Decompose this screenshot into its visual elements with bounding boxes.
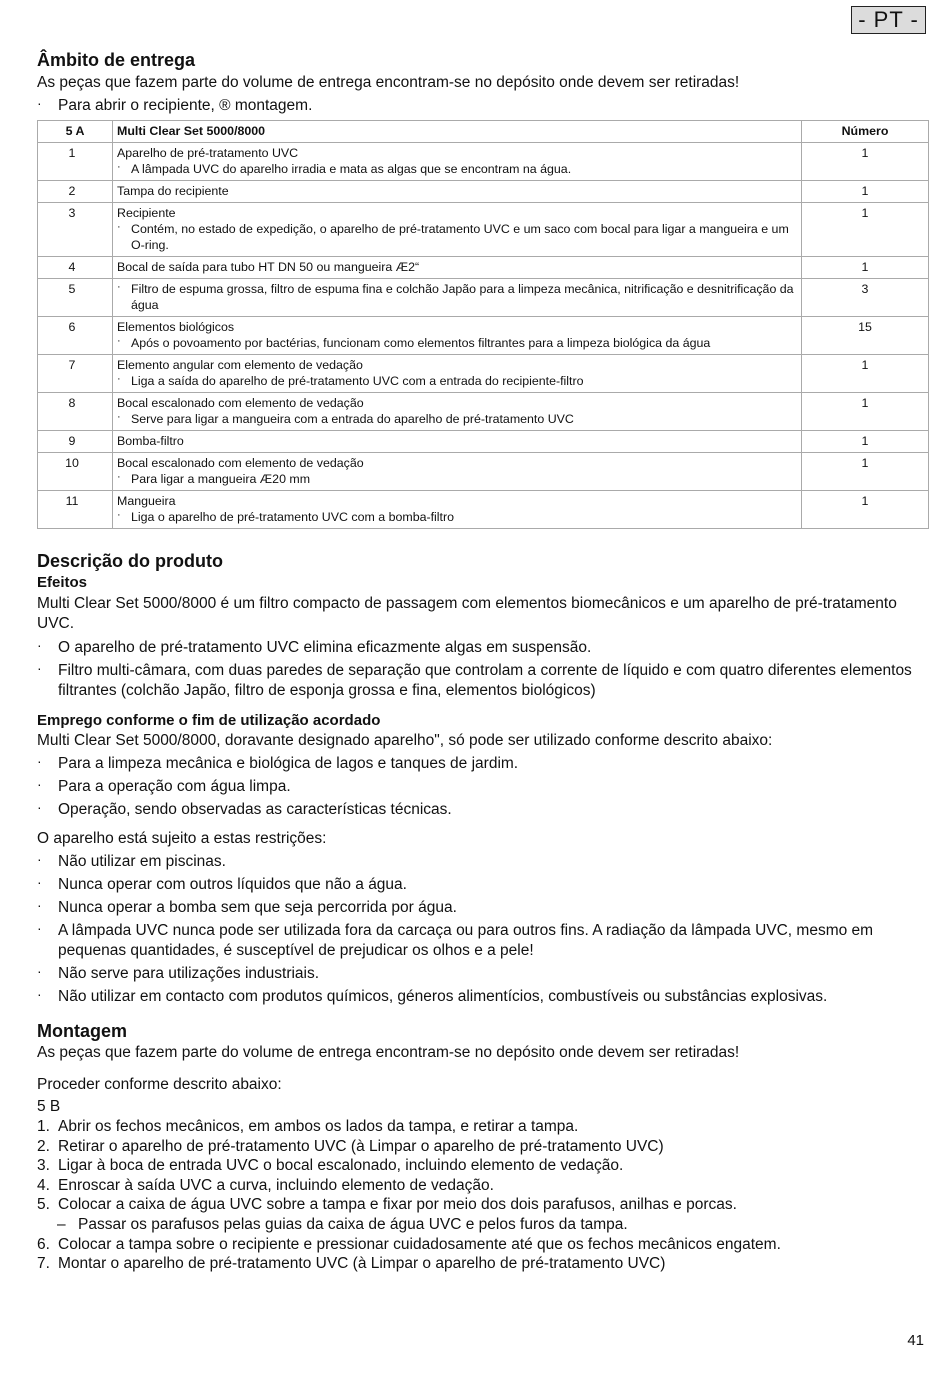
- step-item: [37, 1156, 929, 1176]
- item-note: [117, 221, 797, 253]
- item-description: [113, 257, 802, 279]
- item-number: 10: [38, 453, 113, 491]
- list-item: [37, 754, 929, 774]
- restricoes-bullet-list: [37, 852, 929, 1007]
- item-description: [113, 491, 802, 529]
- bullet-icon: ·: [37, 874, 42, 890]
- item-name: Aparelho de pré-tratamento UVC: [117, 146, 299, 160]
- montagem-intro: As peças que fazem parte do volume de entrega encontram-se no depósito onde devem ser retiradas!: [37, 1044, 740, 1061]
- item-quantity: 1: [802, 203, 929, 257]
- step-text: Colocar a tampa sobre o recipiente e pressionar cuidadosamente até que os fechos mecânicos engatem.: [58, 1235, 781, 1253]
- list-item-text: Filtro multi-câmara, com duas paredes de separação que controlam a corrente de líquido e com quatro diferentes elementos filtrantes (colchão Japão, filtro de esponja grossa e fina, elementos biológicos): [58, 662, 912, 699]
- table-row: [38, 491, 929, 529]
- step-number: –: [57, 1215, 66, 1233]
- list-item-text: Para a operação com água limpa.: [58, 778, 291, 795]
- list-item: [37, 964, 929, 984]
- emprego-text: Multi Clear Set 5000/8000, doravante designado aparelho", só pode ser utilizado conforme descrito abaixo:: [37, 732, 773, 749]
- table-row: [38, 257, 929, 279]
- step-number: 4.: [37, 1176, 50, 1194]
- list-item-text: Não serve para utilizações industriais.: [58, 965, 320, 982]
- list-item: [37, 987, 929, 1007]
- page-number: 41: [907, 1332, 924, 1349]
- list-item-text: A lâmpada UVC nunca pode ser utilizada fora da carcaça ou para outros fins. A radiação da lâmpada UVC, mesmo em pequenas quantidades, é susceptível de prejudicar os olhos e a pele!: [58, 922, 874, 959]
- bullet-icon: ·: [117, 161, 121, 173]
- item-description: [113, 143, 802, 181]
- list-item: [37, 852, 929, 872]
- efeitos-text: Multi Clear Set 5000/8000 é um filtro compacto de passagem com elementos biomecânicos e um aparelho de pré-tratamento UVC.: [37, 595, 897, 632]
- item-quantity: 1: [802, 355, 929, 393]
- item-note-text: Liga o aparelho de pré-tratamento UVC com a bomba-filtro: [131, 510, 455, 524]
- step-text: Retirar o aparelho de pré-tratamento UVC (à Limpar o aparelho de pré-tratamento UVC): [58, 1137, 664, 1155]
- item-name: Elementos biológicos: [117, 320, 235, 334]
- item-number: 11: [38, 491, 113, 529]
- item-number: 9: [38, 431, 113, 453]
- bullet-icon: ·: [117, 509, 121, 521]
- bullet-icon: ·: [37, 753, 42, 769]
- table-row: [38, 431, 929, 453]
- item-number: 7: [38, 355, 113, 393]
- bullet-icon: ·: [117, 335, 121, 347]
- bullet-icon: ·: [37, 799, 42, 815]
- montagem-proceed: Proceder conforme descrito abaixo:: [37, 1076, 282, 1093]
- efeitos-bullet-list: [37, 638, 929, 701]
- list-item: [37, 638, 929, 658]
- table-row: [38, 203, 929, 257]
- table-row: [38, 317, 929, 355]
- bullet-icon: ·: [117, 221, 121, 233]
- emprego-bullet-list: [37, 754, 929, 820]
- bullet-icon: ·: [37, 851, 42, 867]
- item-note-text: A lâmpada UVC do aparelho irradia e mata as algas que se encontram na água.: [131, 162, 572, 176]
- step-number: 6.: [37, 1235, 50, 1253]
- table-row: [38, 279, 929, 317]
- item-note: [117, 471, 797, 487]
- item-number: 5: [38, 279, 113, 317]
- list-item-text: Não utilizar em contacto com produtos químicos, géneros alimentícios, combustíveis ou substâncias explosivas.: [58, 988, 828, 1005]
- item-note-text: Liga a saída do aparelho de pré-tratamento UVC com a entrada do recipiente-filtro: [131, 374, 584, 388]
- step-text: Passar os parafusos pelas guias da caixa de água UVC e pelos furos da tampa.: [78, 1215, 628, 1233]
- step-item: [37, 1117, 929, 1137]
- item-note: [117, 509, 797, 525]
- bullet-icon: ·: [37, 986, 42, 1002]
- list-item-text: Nunca operar a bomba sem que seja percorrida por água.: [58, 899, 457, 916]
- step-text: Enroscar à saída UVC a curva, incluindo elemento de vedação.: [58, 1176, 494, 1194]
- item-note-text: Para ligar a mangueira Æ20 mm: [131, 472, 311, 486]
- list-item: [37, 875, 929, 895]
- item-description: [113, 203, 802, 257]
- item-name: Recipiente: [117, 206, 176, 220]
- list-item-text: Nunca operar com outros líquidos que não a água.: [58, 876, 407, 893]
- bullet-icon: ·: [37, 897, 42, 913]
- ambito-intro: As peças que fazem parte do volume de entrega encontram-se no depósito onde devem ser retiradas!: [37, 74, 740, 91]
- step-item: [37, 1235, 929, 1255]
- step-number: 3.: [37, 1157, 50, 1175]
- list-item-text: Operação, sendo observadas as características técnicas.: [58, 801, 452, 818]
- item-quantity: 15: [802, 317, 929, 355]
- step-item: [37, 1195, 929, 1215]
- bullet-icon: ·: [37, 963, 42, 979]
- item-note: [117, 281, 797, 313]
- item-quantity: 1: [802, 257, 929, 279]
- list-item: [37, 777, 929, 797]
- table-header-row: [38, 121, 929, 143]
- table-header-title: Multi Clear Set 5000/8000: [113, 121, 802, 143]
- list-item-text: Não utilizar em piscinas.: [58, 853, 226, 870]
- item-quantity: 1: [802, 393, 929, 431]
- list-item: [37, 800, 929, 820]
- restricoes-text: O aparelho está sujeito a estas restrições:: [37, 830, 327, 847]
- step-text: Montar o aparelho de pré-tratamento UVC (à Limpar o aparelho de pré-tratamento UVC): [58, 1255, 666, 1273]
- item-description: [113, 453, 802, 491]
- bullet-icon: ·: [37, 776, 42, 792]
- item-note-text: Serve para ligar a mangueira com a entrada do aparelho de pré-tratamento UVC: [131, 412, 574, 426]
- step-item: [37, 1254, 929, 1274]
- language-badge: - PT -: [851, 6, 926, 34]
- ambito-bullet: [37, 96, 929, 116]
- list-item: [37, 921, 929, 961]
- item-name: Bomba-filtro: [117, 434, 184, 448]
- table-row: [38, 393, 929, 431]
- item-quantity: 1: [802, 431, 929, 453]
- item-note-text: Filtro de espuma grossa, filtro de espuma fina e colchão Japão para a limpeza mecânica, nitrificação e desnitrificação da água: [131, 282, 794, 312]
- item-note: [117, 411, 797, 427]
- item-note-text: Contém, no estado de expedição, o aparelho de pré-tratamento UVC e um saco com bocal para ligar a mangueira e um O-ring.: [131, 222, 789, 252]
- bullet-text: Para abrir o recipiente, ® montagem.: [58, 97, 313, 114]
- item-quantity: 3: [802, 279, 929, 317]
- item-description: [113, 181, 802, 203]
- step-item: [37, 1137, 929, 1157]
- item-number: 1: [38, 143, 113, 181]
- item-name: Bocal de saída para tubo HT DN 50 ou mangueira Æ2“: [117, 260, 420, 274]
- page-content: [37, 48, 929, 1274]
- item-note: [117, 373, 797, 389]
- item-name: Bocal escalonado com elemento de vedação: [117, 396, 364, 410]
- step-number: 1.: [37, 1118, 50, 1135]
- section-title-descricao: Descrição do produto: [37, 551, 224, 571]
- item-name: Tampa do recipiente: [117, 184, 229, 198]
- step-item: [37, 1215, 929, 1235]
- subsection-title-emprego: Emprego conforme o fim de utilização acordado: [37, 712, 381, 729]
- bullet-icon: ·: [37, 660, 42, 676]
- item-quantity: 1: [802, 143, 929, 181]
- step-item: [37, 1176, 929, 1196]
- montagem-steps: [37, 1117, 929, 1274]
- section-title-ambito: Âmbito de entrega: [37, 50, 196, 70]
- item-description: [113, 355, 802, 393]
- item-number: 4: [38, 257, 113, 279]
- bullet-icon: ·: [37, 637, 42, 653]
- step-text: Colocar a caixa de água UVC sobre a tampa e fixar por meio dos dois parafusos, anilhas e porcas.: [58, 1196, 737, 1214]
- item-note: [117, 161, 797, 177]
- table-header-qty: Número: [802, 121, 929, 143]
- list-item: [37, 898, 929, 918]
- list-item-text: O aparelho de pré-tratamento UVC elimina eficazmente algas em suspensão.: [58, 639, 592, 656]
- list-item: [37, 661, 929, 701]
- item-name: Bocal escalonado com elemento de vedação: [117, 456, 364, 470]
- item-name: Mangueira: [117, 494, 176, 508]
- table-row: [38, 355, 929, 393]
- item-number: 6: [38, 317, 113, 355]
- figure-reference: 5 B: [37, 1098, 61, 1115]
- item-name: Elemento angular com elemento de vedação: [117, 358, 363, 372]
- step-number: 2.: [37, 1137, 50, 1155]
- item-quantity: 1: [802, 491, 929, 529]
- subsection-title-efeitos: Efeitos: [37, 574, 88, 591]
- table-row: [38, 143, 929, 181]
- section-title-montagem: Montagem: [37, 1021, 127, 1041]
- item-number: 8: [38, 393, 113, 431]
- item-quantity: 1: [802, 181, 929, 203]
- delivery-parts-table: [37, 120, 929, 529]
- step-number: 7.: [37, 1255, 50, 1273]
- step-text: Abrir os fechos mecânicos, em ambos os lados da tampa, e retirar a tampa.: [58, 1118, 579, 1135]
- item-number: 2: [38, 181, 113, 203]
- table-header-ref: 5 A: [38, 121, 113, 143]
- list-item-text: Para a limpeza mecânica e biológica de lagos e tanques de jardim.: [58, 755, 519, 772]
- item-description: [113, 431, 802, 453]
- item-note-text: Após o povoamento por bactérias, funcionam como elementos filtrantes para a limpeza biológica da água: [131, 336, 711, 350]
- bullet-icon: ·: [117, 373, 121, 385]
- item-description: [113, 317, 802, 355]
- item-quantity: 1: [802, 453, 929, 491]
- item-description: [113, 393, 802, 431]
- item-note: [117, 335, 797, 351]
- step-number: 5.: [37, 1196, 50, 1214]
- table-row: [38, 453, 929, 491]
- bullet-icon: ·: [117, 281, 121, 293]
- step-text: Ligar à boca de entrada UVC o bocal escalonado, incluindo elemento de vedação.: [58, 1157, 624, 1175]
- table-body: [38, 143, 929, 529]
- bullet-icon: ·: [37, 920, 42, 936]
- table-row: [38, 181, 929, 203]
- bullet-icon: ·: [37, 95, 42, 111]
- item-description: [113, 279, 802, 317]
- bullet-icon: ·: [117, 471, 121, 483]
- item-number: 3: [38, 203, 113, 257]
- bullet-icon: ·: [117, 411, 121, 423]
